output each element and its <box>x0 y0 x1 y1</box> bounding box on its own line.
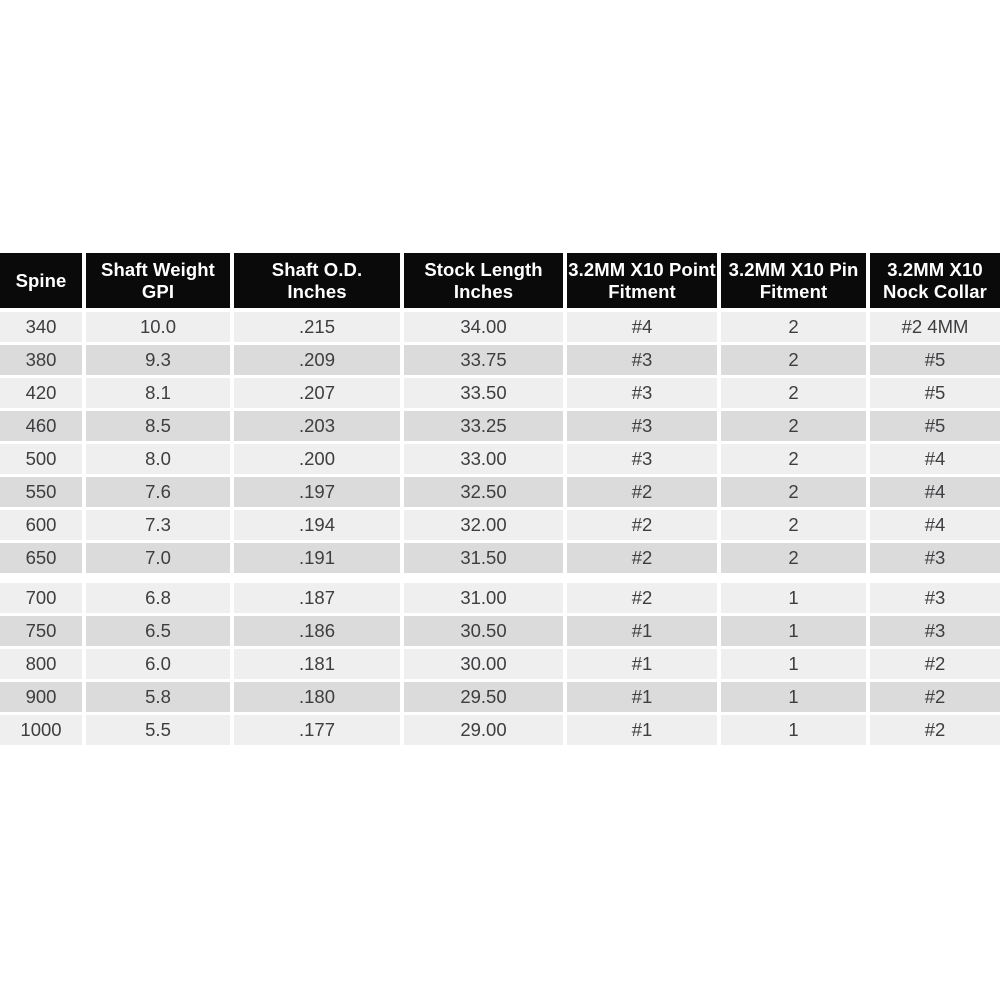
column-header-line: Fitment <box>608 280 676 302</box>
table-cell-spine: 750 <box>0 616 82 646</box>
table-cell-stock-length: 33.75 <box>404 345 563 375</box>
column-header-line: Inches <box>287 280 347 302</box>
table-cell-pin-fitment: 2 <box>721 444 866 474</box>
table-cell-pin-fitment: 2 <box>721 543 866 573</box>
table-row-spine-460 <box>0 411 1000 441</box>
table-cell-pin-fitment: 2 <box>721 411 866 441</box>
table-cell-pin-fitment: 1 <box>721 715 866 745</box>
table-cell-shaft-od-inches: .187 <box>234 583 400 613</box>
table-row-spine-420 <box>0 378 1000 408</box>
table-cell-stock-length: 32.50 <box>404 477 563 507</box>
table-cell-nock-collar: #3 <box>870 543 1000 573</box>
table-cell-spine: 800 <box>0 649 82 679</box>
table-cell-spine: 700 <box>0 583 82 613</box>
table-cell-stock-length: 33.00 <box>404 444 563 474</box>
table-cell-stock-length: 29.50 <box>404 682 563 712</box>
table-cell-point-fitment: #2 <box>567 543 717 573</box>
table-row-spine-900 <box>0 682 1000 712</box>
table-cell-shaft-od-inches: .191 <box>234 543 400 573</box>
table-cell-shaft-od-inches: .215 <box>234 312 400 342</box>
table-cell-stock-length: 31.50 <box>404 543 563 573</box>
table-cell-point-fitment: #3 <box>567 345 717 375</box>
column-header-line: Spine <box>15 269 67 291</box>
table-cell-point-fitment: #2 <box>567 583 717 613</box>
column-header-stock-length <box>404 253 563 308</box>
table-row-spine-600 <box>0 510 1000 540</box>
table-cell-point-fitment: #1 <box>567 649 717 679</box>
column-header-point-fitment <box>567 253 717 308</box>
table-row-spine-800 <box>0 649 1000 679</box>
table-cell-shaft-weight-gpi: 7.3 <box>86 510 230 540</box>
table-cell-shaft-od-inches: .200 <box>234 444 400 474</box>
table-cell-pin-fitment: 1 <box>721 616 866 646</box>
spec-table <box>0 253 1000 745</box>
table-cell-shaft-weight-gpi: 8.0 <box>86 444 230 474</box>
table-cell-pin-fitment: 2 <box>721 477 866 507</box>
table-cell-pin-fitment: 2 <box>721 345 866 375</box>
table-row-spine-700 <box>0 583 1000 613</box>
column-header-nock-collar <box>870 253 1000 308</box>
column-header-spine <box>0 253 82 308</box>
table-header-row <box>0 253 1000 308</box>
table-cell-nock-collar: #5 <box>870 411 1000 441</box>
table-cell-spine: 550 <box>0 477 82 507</box>
column-header-line: 3.2MM X10 Pin <box>728 258 859 280</box>
column-header-line: Stock Length <box>424 258 543 280</box>
table-cell-point-fitment: #1 <box>567 715 717 745</box>
table-cell-stock-length: 33.25 <box>404 411 563 441</box>
column-header-line: 3.2MM X10 <box>887 258 983 280</box>
table-cell-shaft-od-inches: .186 <box>234 616 400 646</box>
table-cell-pin-fitment: 1 <box>721 583 866 613</box>
table-cell-pin-fitment: 2 <box>721 378 866 408</box>
table-cell-point-fitment: #1 <box>567 682 717 712</box>
column-header-shaft-od-inches <box>234 253 400 308</box>
table-cell-shaft-od-inches: .194 <box>234 510 400 540</box>
table-cell-nock-collar: #2 <box>870 649 1000 679</box>
table-cell-nock-collar: #2 4MM <box>870 312 1000 342</box>
table-cell-shaft-weight-gpi: 5.8 <box>86 682 230 712</box>
table-cell-shaft-weight-gpi: 9.3 <box>86 345 230 375</box>
table-cell-point-fitment: #1 <box>567 616 717 646</box>
table-cell-shaft-od-inches: .177 <box>234 715 400 745</box>
table-cell-shaft-od-inches: .181 <box>234 649 400 679</box>
table-cell-shaft-weight-gpi: 5.5 <box>86 715 230 745</box>
table-cell-point-fitment: #2 <box>567 477 717 507</box>
table-row-spine-340 <box>0 312 1000 342</box>
table-cell-shaft-od-inches: .207 <box>234 378 400 408</box>
table-cell-shaft-weight-gpi: 8.1 <box>86 378 230 408</box>
table-row-spine-1000 <box>0 715 1000 745</box>
table-cell-stock-length: 31.00 <box>404 583 563 613</box>
table-cell-pin-fitment: 1 <box>721 682 866 712</box>
table-cell-nock-collar: #3 <box>870 616 1000 646</box>
column-header-line: 3.2MM X10 Point <box>568 258 716 280</box>
column-header-line: Nock Collar <box>883 280 987 302</box>
table-cell-shaft-od-inches: .197 <box>234 477 400 507</box>
table-cell-stock-length: 33.50 <box>404 378 563 408</box>
table-cell-shaft-weight-gpi: 6.0 <box>86 649 230 679</box>
table-cell-shaft-weight-gpi: 8.5 <box>86 411 230 441</box>
table-body <box>0 312 1000 745</box>
table-cell-spine: 900 <box>0 682 82 712</box>
table-cell-shaft-weight-gpi: 7.6 <box>86 477 230 507</box>
table-row-spine-650 <box>0 543 1000 573</box>
table-cell-spine: 460 <box>0 411 82 441</box>
table-cell-point-fitment: #4 <box>567 312 717 342</box>
column-header-shaft-weight-gpi <box>86 253 230 308</box>
table-cell-spine: 1000 <box>0 715 82 745</box>
column-header-line: Shaft Weight <box>101 258 215 280</box>
table-cell-spine: 600 <box>0 510 82 540</box>
table-cell-spine: 340 <box>0 312 82 342</box>
table-cell-pin-fitment: 2 <box>721 510 866 540</box>
table-cell-nock-collar: #4 <box>870 444 1000 474</box>
column-header-line: GPI <box>141 280 175 302</box>
table-cell-shaft-od-inches: .180 <box>234 682 400 712</box>
table-cell-shaft-weight-gpi: 7.0 <box>86 543 230 573</box>
table-cell-stock-length: 30.00 <box>404 649 563 679</box>
table-cell-spine: 380 <box>0 345 82 375</box>
column-header-line: Shaft O.D. <box>271 258 363 280</box>
table-cell-nock-collar: #2 <box>870 715 1000 745</box>
table-cell-point-fitment: #3 <box>567 378 717 408</box>
table-cell-point-fitment: #3 <box>567 411 717 441</box>
table-cell-shaft-weight-gpi: 6.5 <box>86 616 230 646</box>
table-cell-spine: 500 <box>0 444 82 474</box>
column-header-line: Fitment <box>759 280 828 302</box>
column-header-pin-fitment <box>721 253 866 308</box>
table-cell-nock-collar: #4 <box>870 510 1000 540</box>
table-row-spine-500 <box>0 444 1000 474</box>
table-cell-pin-fitment: 2 <box>721 312 866 342</box>
table-cell-pin-fitment: 1 <box>721 649 866 679</box>
table-cell-shaft-od-inches: .209 <box>234 345 400 375</box>
table-cell-nock-collar: #4 <box>870 477 1000 507</box>
table-cell-stock-length: 30.50 <box>404 616 563 646</box>
table-cell-point-fitment: #2 <box>567 510 717 540</box>
table-cell-spine: 420 <box>0 378 82 408</box>
table-row-spine-750 <box>0 616 1000 646</box>
table-cell-point-fitment: #3 <box>567 444 717 474</box>
table-row-spine-380 <box>0 345 1000 375</box>
table-row-spine-550 <box>0 477 1000 507</box>
table-cell-stock-length: 34.00 <box>404 312 563 342</box>
table-cell-shaft-weight-gpi: 6.8 <box>86 583 230 613</box>
table-cell-shaft-od-inches: .203 <box>234 411 400 441</box>
table-cell-nock-collar: #3 <box>870 583 1000 613</box>
table-cell-nock-collar: #5 <box>870 345 1000 375</box>
table-cell-shaft-weight-gpi: 10.0 <box>86 312 230 342</box>
table-cell-nock-collar: #2 <box>870 682 1000 712</box>
table-cell-stock-length: 32.00 <box>404 510 563 540</box>
table-cell-stock-length: 29.00 <box>404 715 563 745</box>
table-cell-nock-collar: #5 <box>870 378 1000 408</box>
column-header-line: Inches <box>453 280 514 302</box>
table-cell-spine: 650 <box>0 543 82 573</box>
